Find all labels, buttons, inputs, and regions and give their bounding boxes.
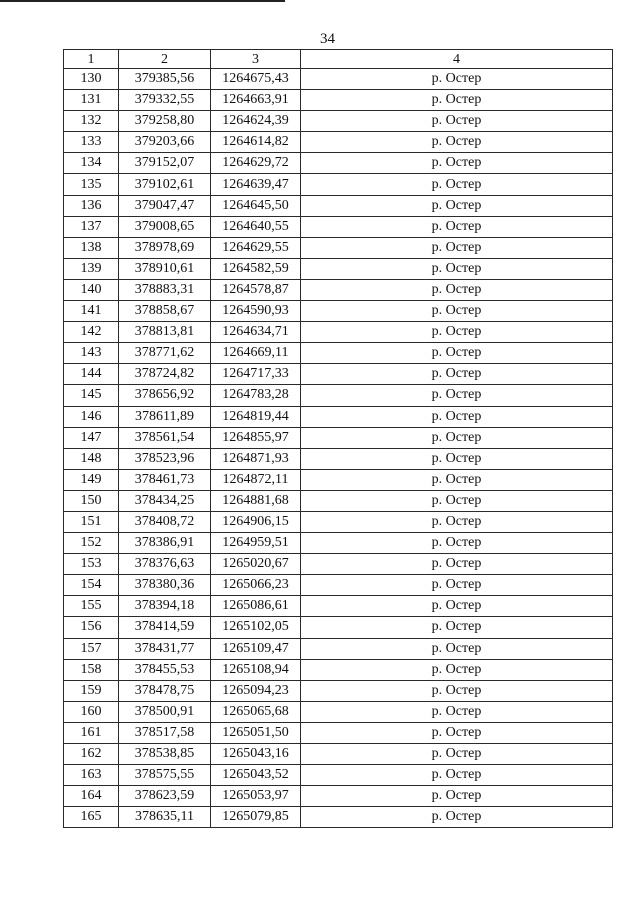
x-coordinate-cell: 378858,67 [119, 301, 211, 322]
y-coordinate-cell: 1264645,50 [211, 195, 301, 216]
description-cell: р. Остер [301, 322, 613, 343]
x-coordinate-cell: 379203,66 [119, 132, 211, 153]
point-number-cell: 147 [64, 427, 119, 448]
y-coordinate-cell: 1265102,05 [211, 617, 301, 638]
table-row [64, 765, 613, 786]
table-row [64, 427, 613, 448]
x-coordinate-cell: 378538,85 [119, 744, 211, 765]
table-row [64, 343, 613, 364]
table-row [64, 132, 613, 153]
point-number-cell: 142 [64, 322, 119, 343]
y-coordinate-cell: 1265094,23 [211, 680, 301, 701]
column-header-4: 4 [301, 50, 613, 69]
table-row [64, 237, 613, 258]
table-row [64, 195, 613, 216]
x-coordinate-cell: 378455,53 [119, 659, 211, 680]
y-coordinate-cell: 1265108,94 [211, 659, 301, 680]
table-row [64, 90, 613, 111]
description-cell: р. Остер [301, 90, 613, 111]
x-coordinate-cell: 378883,31 [119, 279, 211, 300]
table-row [64, 659, 613, 680]
y-coordinate-cell: 1264675,43 [211, 69, 301, 90]
x-coordinate-cell: 378394,18 [119, 596, 211, 617]
table-row [64, 533, 613, 554]
table-row [64, 554, 613, 575]
description-cell: р. Остер [301, 69, 613, 90]
y-coordinate-cell: 1264872,11 [211, 469, 301, 490]
point-number-cell: 162 [64, 744, 119, 765]
y-coordinate-cell: 1264881,68 [211, 490, 301, 511]
y-coordinate-cell: 1264629,55 [211, 237, 301, 258]
point-number-cell: 158 [64, 659, 119, 680]
table-row [64, 216, 613, 237]
table-row [64, 258, 613, 279]
table-row [64, 744, 613, 765]
description-cell: р. Остер [301, 554, 613, 575]
x-coordinate-cell: 378386,91 [119, 533, 211, 554]
top-rule [0, 0, 285, 2]
table-row [64, 617, 613, 638]
table-row [64, 364, 613, 385]
y-coordinate-cell: 1265051,50 [211, 722, 301, 743]
x-coordinate-cell: 378623,59 [119, 786, 211, 807]
point-number-cell: 149 [64, 469, 119, 490]
description-cell: р. Остер [301, 659, 613, 680]
description-cell: р. Остер [301, 385, 613, 406]
x-coordinate-cell: 378478,75 [119, 680, 211, 701]
point-number-cell: 140 [64, 279, 119, 300]
column-header-2: 2 [119, 50, 211, 69]
y-coordinate-cell: 1265043,52 [211, 765, 301, 786]
y-coordinate-cell: 1264959,51 [211, 533, 301, 554]
point-number-cell: 161 [64, 722, 119, 743]
y-coordinate-cell: 1265079,85 [211, 807, 301, 828]
column-header-3: 3 [211, 50, 301, 69]
point-number-cell: 159 [64, 680, 119, 701]
y-coordinate-cell: 1264582,59 [211, 258, 301, 279]
y-coordinate-cell: 1264634,71 [211, 322, 301, 343]
table-header-row [64, 50, 613, 69]
x-coordinate-cell: 379008,65 [119, 216, 211, 237]
point-number-cell: 148 [64, 448, 119, 469]
y-coordinate-cell: 1264640,55 [211, 216, 301, 237]
table-row [64, 279, 613, 300]
point-number-cell: 137 [64, 216, 119, 237]
point-number-cell: 132 [64, 111, 119, 132]
y-coordinate-cell: 1265043,16 [211, 744, 301, 765]
x-coordinate-cell: 378978,69 [119, 237, 211, 258]
table-row [64, 406, 613, 427]
y-coordinate-cell: 1264669,11 [211, 343, 301, 364]
x-coordinate-cell: 378431,77 [119, 638, 211, 659]
point-number-cell: 134 [64, 153, 119, 174]
point-number-cell: 141 [64, 301, 119, 322]
point-number-cell: 143 [64, 343, 119, 364]
point-number-cell: 154 [64, 575, 119, 596]
y-coordinate-cell: 1264871,93 [211, 448, 301, 469]
point-number-cell: 131 [64, 90, 119, 111]
table-row [64, 511, 613, 532]
description-cell: р. Остер [301, 301, 613, 322]
x-coordinate-cell: 378611,89 [119, 406, 211, 427]
table-row [64, 807, 613, 828]
point-number-cell: 145 [64, 385, 119, 406]
point-number-cell: 152 [64, 533, 119, 554]
description-cell: р. Остер [301, 406, 613, 427]
x-coordinate-cell: 378771,62 [119, 343, 211, 364]
description-cell: р. Остер [301, 237, 613, 258]
table-row [64, 322, 613, 343]
table-row [64, 490, 613, 511]
x-coordinate-cell: 378523,96 [119, 448, 211, 469]
table-row [64, 638, 613, 659]
point-number-cell: 144 [64, 364, 119, 385]
description-cell: р. Остер [301, 575, 613, 596]
x-coordinate-cell: 379332,55 [119, 90, 211, 111]
table-row [64, 575, 613, 596]
x-coordinate-cell: 378517,58 [119, 722, 211, 743]
x-coordinate-cell: 378813,81 [119, 322, 211, 343]
point-number-cell: 157 [64, 638, 119, 659]
x-coordinate-cell: 378561,54 [119, 427, 211, 448]
x-coordinate-cell: 379047,47 [119, 195, 211, 216]
x-coordinate-cell: 378380,36 [119, 575, 211, 596]
point-number-cell: 165 [64, 807, 119, 828]
point-number-cell: 146 [64, 406, 119, 427]
y-coordinate-cell: 1264906,15 [211, 511, 301, 532]
point-number-cell: 160 [64, 701, 119, 722]
table-row [64, 786, 613, 807]
description-cell: р. Остер [301, 258, 613, 279]
table-row [64, 469, 613, 490]
x-coordinate-cell: 378910,61 [119, 258, 211, 279]
point-number-cell: 136 [64, 195, 119, 216]
description-cell: р. Остер [301, 744, 613, 765]
description-cell: р. Остер [301, 174, 613, 195]
description-cell: р. Остер [301, 786, 613, 807]
x-coordinate-cell: 378461,73 [119, 469, 211, 490]
x-coordinate-cell: 378414,59 [119, 617, 211, 638]
point-number-cell: 133 [64, 132, 119, 153]
y-coordinate-cell: 1264624,39 [211, 111, 301, 132]
x-coordinate-cell: 378724,82 [119, 364, 211, 385]
x-coordinate-cell: 379258,80 [119, 111, 211, 132]
y-coordinate-cell: 1264614,82 [211, 132, 301, 153]
x-coordinate-cell: 378575,55 [119, 765, 211, 786]
y-coordinate-cell: 1265086,61 [211, 596, 301, 617]
y-coordinate-cell: 1264629,72 [211, 153, 301, 174]
description-cell: р. Остер [301, 153, 613, 174]
description-cell: р. Остер [301, 216, 613, 237]
y-coordinate-cell: 1265109,47 [211, 638, 301, 659]
y-coordinate-cell: 1265066,23 [211, 575, 301, 596]
point-number-cell: 139 [64, 258, 119, 279]
description-cell: р. Остер [301, 490, 613, 511]
y-coordinate-cell: 1264639,47 [211, 174, 301, 195]
description-cell: р. Остер [301, 427, 613, 448]
point-number-cell: 130 [64, 69, 119, 90]
x-coordinate-cell: 378434,25 [119, 490, 211, 511]
y-coordinate-cell: 1264783,28 [211, 385, 301, 406]
table-row [64, 722, 613, 743]
description-cell: р. Остер [301, 195, 613, 216]
description-cell: р. Остер [301, 448, 613, 469]
point-number-cell: 153 [64, 554, 119, 575]
table-row [64, 448, 613, 469]
y-coordinate-cell: 1264819,44 [211, 406, 301, 427]
point-number-cell: 138 [64, 237, 119, 258]
y-coordinate-cell: 1264855,97 [211, 427, 301, 448]
column-header-1: 1 [64, 50, 119, 69]
description-cell: р. Остер [301, 680, 613, 701]
description-cell: р. Остер [301, 596, 613, 617]
x-coordinate-cell: 378500,91 [119, 701, 211, 722]
description-cell: р. Остер [301, 533, 613, 554]
table-row [64, 301, 613, 322]
description-cell: р. Остер [301, 638, 613, 659]
description-cell: р. Остер [301, 617, 613, 638]
point-number-cell: 156 [64, 617, 119, 638]
coordinates-table [63, 49, 613, 828]
description-cell: р. Остер [301, 722, 613, 743]
x-coordinate-cell: 378408,72 [119, 511, 211, 532]
point-number-cell: 150 [64, 490, 119, 511]
x-coordinate-cell: 379152,07 [119, 153, 211, 174]
x-coordinate-cell: 378635,11 [119, 807, 211, 828]
description-cell: р. Остер [301, 807, 613, 828]
description-cell: р. Остер [301, 765, 613, 786]
y-coordinate-cell: 1264663,91 [211, 90, 301, 111]
point-number-cell: 135 [64, 174, 119, 195]
point-number-cell: 163 [64, 765, 119, 786]
page-number: 34 [320, 31, 335, 47]
table-row [64, 153, 613, 174]
description-cell: р. Остер [301, 111, 613, 132]
description-cell: р. Остер [301, 343, 613, 364]
table-row [64, 680, 613, 701]
y-coordinate-cell: 1265065,68 [211, 701, 301, 722]
table-row [64, 69, 613, 90]
y-coordinate-cell: 1265020,67 [211, 554, 301, 575]
point-number-cell: 151 [64, 511, 119, 532]
y-coordinate-cell: 1264590,93 [211, 301, 301, 322]
y-coordinate-cell: 1265053,97 [211, 786, 301, 807]
y-coordinate-cell: 1264578,87 [211, 279, 301, 300]
table-row [64, 111, 613, 132]
x-coordinate-cell: 378656,92 [119, 385, 211, 406]
table-row [64, 385, 613, 406]
table-row [64, 174, 613, 195]
x-coordinate-cell: 379102,61 [119, 174, 211, 195]
description-cell: р. Остер [301, 364, 613, 385]
description-cell: р. Остер [301, 511, 613, 532]
point-number-cell: 155 [64, 596, 119, 617]
x-coordinate-cell: 378376,63 [119, 554, 211, 575]
point-number-cell: 164 [64, 786, 119, 807]
table-row [64, 701, 613, 722]
table-row [64, 596, 613, 617]
description-cell: р. Остер [301, 279, 613, 300]
description-cell: р. Остер [301, 469, 613, 490]
x-coordinate-cell: 379385,56 [119, 69, 211, 90]
description-cell: р. Остер [301, 701, 613, 722]
description-cell: р. Остер [301, 132, 613, 153]
y-coordinate-cell: 1264717,33 [211, 364, 301, 385]
